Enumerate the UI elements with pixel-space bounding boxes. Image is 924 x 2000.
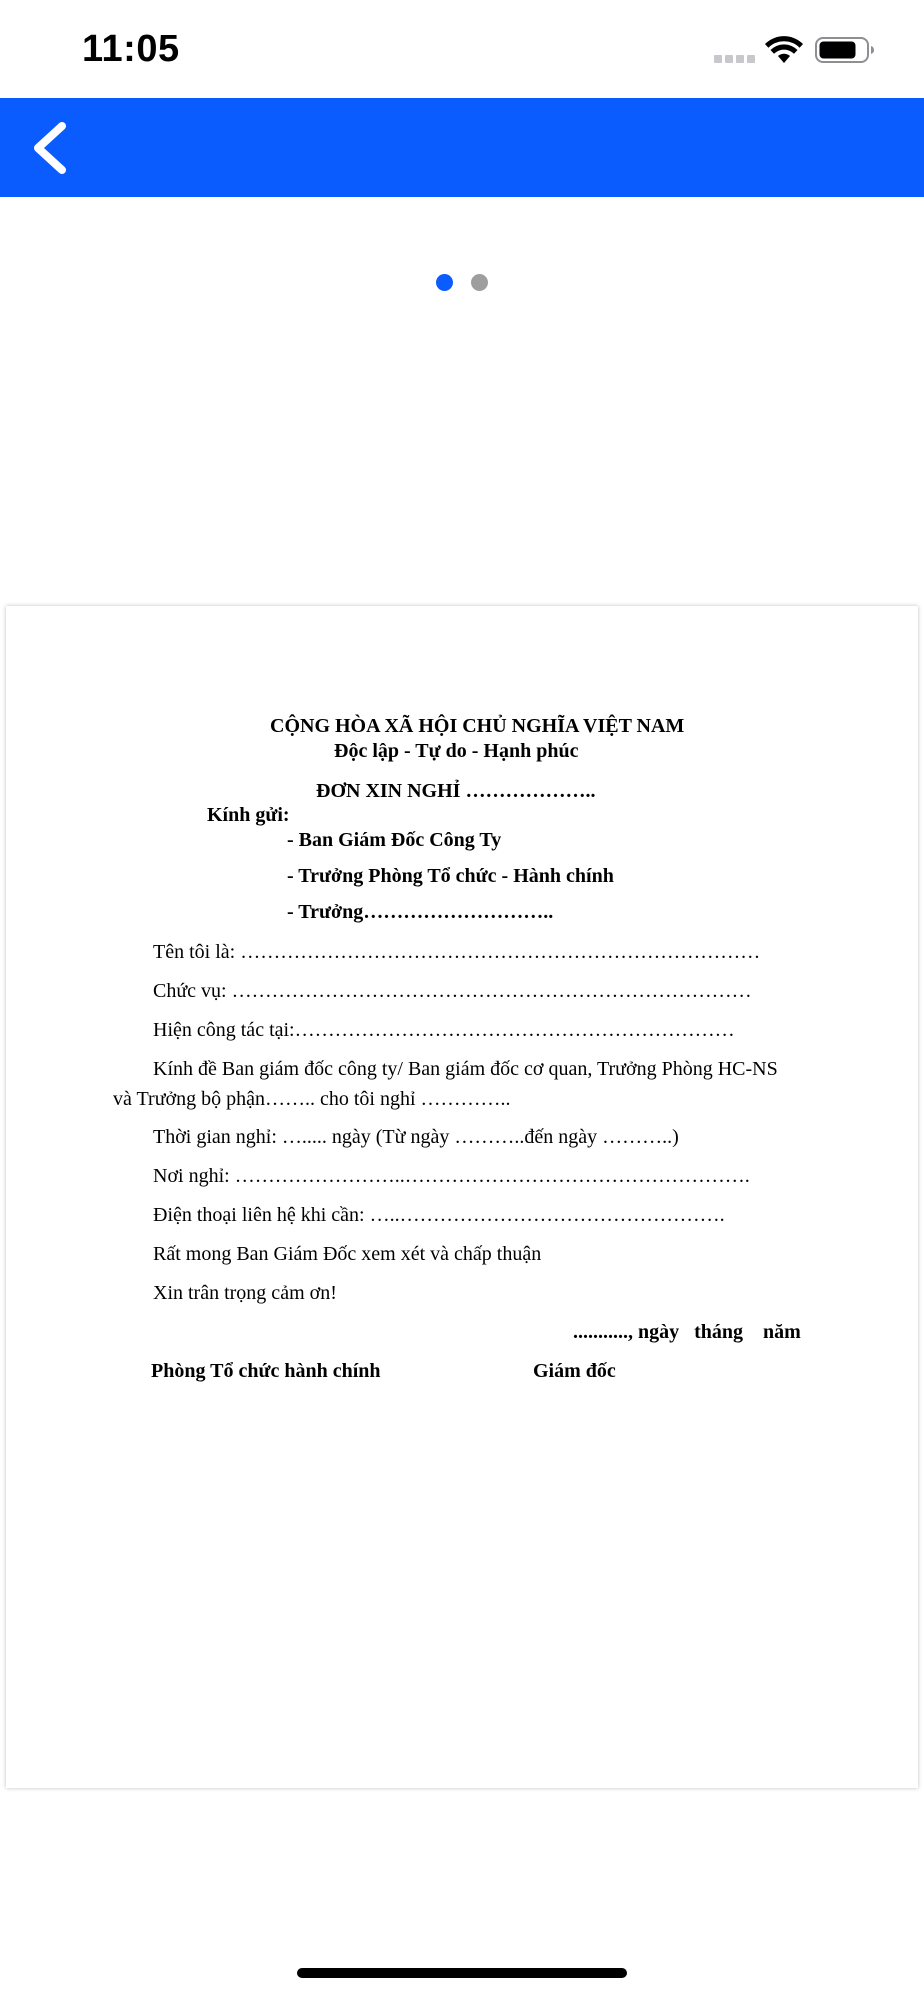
wifi-icon [764,34,804,66]
national-title: CỘNG HÒA XÃ HỘI CHỦ NGHĨA VIỆT NAM [270,715,685,737]
signature-hr: Phòng Tổ chức hành chính [151,1360,381,1382]
chevron-left-icon [38,126,62,170]
status-time: 11:05 [82,28,180,70]
document-page [6,606,918,1788]
navigation-bar [0,98,924,197]
date-line: ..........., ngày tháng năm [573,1321,801,1343]
request-line-2: và Trưởng bộ phận…….. cho tôi nghỉ ………….. [113,1088,511,1110]
field-name: Tên tôi là: …………………………………………………………………… [153,941,761,963]
field-leave-period: Thời gian nghỉ: …..... ngày (Từ ngày ………..đến ngày ………..) [153,1126,679,1148]
signature-director: Giám đốc [533,1360,616,1382]
field-contact-phone: Điện thoại liên hệ khi cần: …..…………………………………………. [153,1204,725,1226]
status-bar [0,0,924,98]
thanks-line: Xin trân trọng cảm ơn! [153,1282,337,1304]
signal-icon [714,55,756,63]
field-workplace: Hiện công tác tại:………………………………………………………… [153,1019,735,1041]
recipient-board: - Ban Giám Đốc Công Ty [287,829,502,851]
back-button[interactable] [24,116,84,180]
field-leave-place: Nơi nghỉ: ……………………..……………………………………………. [153,1165,750,1187]
form-title: ĐƠN XIN NGHỈ ……………….. [316,780,596,802]
request-line-1: Kính đề Ban giám đốc công ty/ Ban giám đốc cơ quan, Trưởng Phòng HC-NS [153,1058,778,1080]
closing-request: Rất mong Ban Giám Đốc xem xét và chấp thuận [153,1243,542,1265]
recipient-hr-head: - Trưởng Phòng Tổ chức - Hành chính [287,865,614,887]
addressee-label: Kính gửi: [207,804,290,826]
recipient-dept-head: - Trưởng……………………….. [287,901,554,923]
page-dot-2[interactable] [471,274,488,291]
page-dot-1[interactable] [436,274,453,291]
field-position: Chức vụ: …………………………………………………………………… [153,980,752,1002]
page-indicator [436,274,488,292]
home-indicator[interactable] [297,1968,627,1978]
motto: Độc lập - Tự do - Hạnh phúc [334,740,579,762]
battery-icon [815,36,875,64]
leave-request-form [6,606,918,1788]
